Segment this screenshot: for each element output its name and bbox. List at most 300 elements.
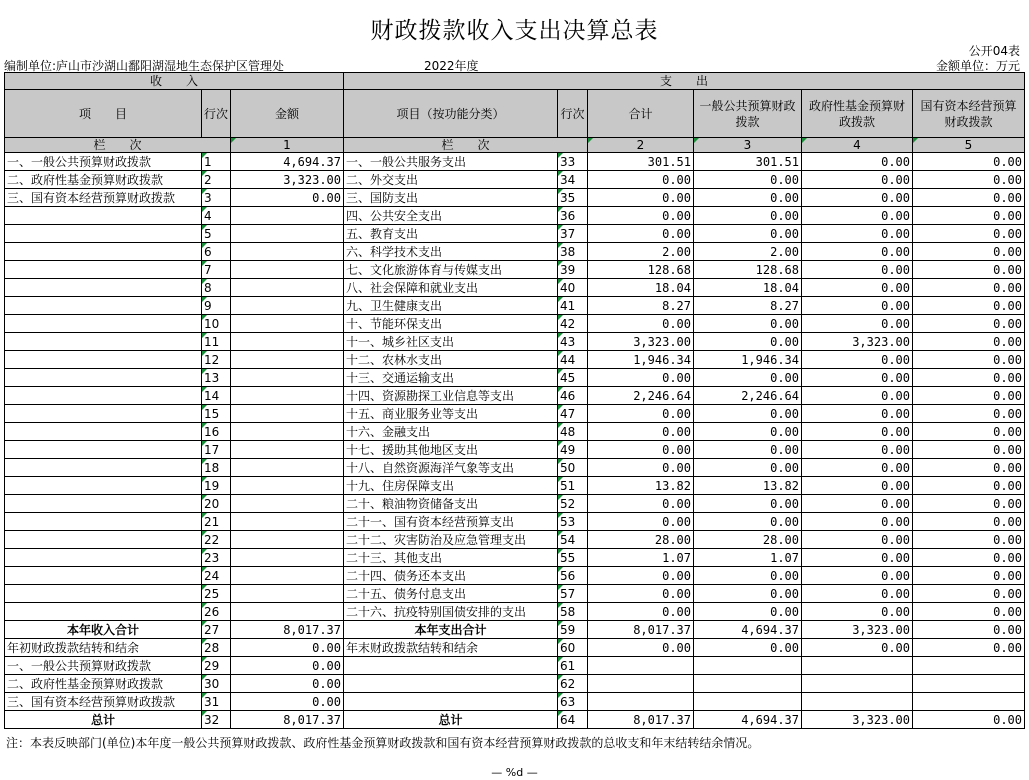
cell-income-item: 总计 (5, 711, 202, 729)
cell-expense-line (558, 225, 588, 243)
cell-state-amount: 0.00 (913, 585, 1025, 603)
line-number: 12 (204, 352, 220, 367)
indicator-mark (558, 711, 563, 716)
cell-expense-item: 十九、住房保障支出 (344, 477, 558, 495)
table-row (5, 675, 1025, 693)
indicator-mark (202, 315, 207, 320)
indicator-mark (802, 138, 807, 143)
cell-income-amount (231, 423, 344, 441)
col-expense-item: 项目（按功能分类） (344, 90, 558, 138)
cell-income-line (202, 513, 231, 531)
cell-income-item (5, 441, 202, 459)
table-row (5, 405, 1025, 423)
cell-state-amount: 0.00 (913, 513, 1025, 531)
cell-state-amount: 0.00 (913, 495, 1025, 513)
cell-expense-line (558, 171, 588, 189)
cell-income-line (202, 225, 231, 243)
cell-income-amount (231, 495, 344, 513)
col-index-4-text: 4 (853, 137, 861, 152)
indicator-mark (202, 585, 207, 590)
cell-total-amount (588, 693, 694, 711)
cell-state-amount: 0.00 (913, 459, 1025, 477)
cell-state-amount: 0.00 (913, 243, 1025, 261)
cell-total-amount: 0.00 (588, 171, 694, 189)
line-number: 31 (204, 694, 220, 709)
indicator-mark (694, 138, 699, 143)
line-number: 25 (204, 586, 220, 601)
cell-income-amount (231, 387, 344, 405)
cell-fund-amount: 0.00 (802, 243, 913, 261)
line-number: 35 (560, 190, 576, 205)
line-number: 38 (560, 244, 576, 259)
cell-expense-line (558, 459, 588, 477)
cell-state-amount: 0.00 (913, 153, 1025, 171)
cell-state-amount: 0.00 (913, 189, 1025, 207)
cell-income-amount (231, 549, 344, 567)
cell-income-amount: 0.00 (231, 639, 344, 657)
cell-general-amount (694, 693, 802, 711)
table-row (5, 333, 1025, 351)
indicator-mark (202, 189, 207, 194)
line-number: 32 (204, 712, 220, 727)
line-number: 44 (560, 352, 576, 367)
indicator-mark (558, 495, 563, 500)
line-number: 11 (204, 334, 220, 349)
cell-total-amount: 0.00 (588, 423, 694, 441)
table-row (5, 153, 1025, 171)
cell-fund-amount: 3,323.00 (802, 333, 913, 351)
cell-expense-line (558, 153, 588, 171)
cell-state-amount: 0.00 (913, 441, 1025, 459)
line-number: 60 (560, 640, 576, 655)
cell-income-item (5, 243, 202, 261)
cell-state-amount: 0.00 (913, 315, 1025, 333)
line-number: 10 (204, 316, 220, 331)
cell-general-amount: 0.00 (694, 585, 802, 603)
cell-expense-line (558, 477, 588, 495)
indicator-mark (202, 711, 207, 716)
table-row (5, 657, 1025, 675)
cell-expense-item: 十五、商业服务业等支出 (344, 405, 558, 423)
cell-total-amount: 2.00 (588, 243, 694, 261)
indicator-mark (202, 567, 207, 572)
line-number: 43 (560, 334, 576, 349)
col-index-2-text: 2 (636, 137, 645, 152)
cell-general-amount: 0.00 (694, 495, 802, 513)
indicator-mark (202, 441, 207, 446)
cell-income-amount (231, 567, 344, 585)
cell-expense-item: 五、教育支出 (344, 225, 558, 243)
table-row (5, 477, 1025, 495)
line-number: 4 (204, 208, 212, 223)
cell-expense-item: 十六、金融支出 (344, 423, 558, 441)
line-number: 53 (560, 514, 576, 529)
indicator-mark (202, 657, 207, 662)
cell-expense-item: 本年支出合计 (344, 621, 558, 639)
line-number: 61 (560, 658, 576, 673)
col-index-4 (802, 138, 913, 153)
indicator-mark (558, 171, 563, 176)
unit-label: 编制单位: (4, 59, 57, 73)
col-index-5 (913, 138, 1025, 153)
cell-expense-item: 八、社会保障和就业支出 (344, 279, 558, 297)
cell-fund-amount: 0.00 (802, 567, 913, 585)
cell-state-amount: 0.00 (913, 171, 1025, 189)
cell-expense-line (558, 333, 588, 351)
line-number: 62 (560, 676, 576, 691)
cell-expense-line (558, 513, 588, 531)
cell-income-amount (231, 405, 344, 423)
cell-expense-line (558, 297, 588, 315)
cell-fund-amount: 0.00 (802, 549, 913, 567)
cell-fund-amount: 0.00 (802, 405, 913, 423)
cell-state-amount: 0.00 (913, 405, 1025, 423)
cell-income-line (202, 369, 231, 387)
cell-income-item (5, 261, 202, 279)
cell-state-amount: 0.00 (913, 279, 1025, 297)
table-row (5, 459, 1025, 477)
cell-fund-amount: 0.00 (802, 459, 913, 477)
indicator-mark (202, 423, 207, 428)
cell-general-amount: 0.00 (694, 189, 802, 207)
cell-total-amount: 0.00 (588, 585, 694, 603)
table-row (5, 243, 1025, 261)
cell-expense-item: 二十六、抗疫特别国债安排的支出 (344, 603, 558, 621)
indicator-mark (202, 459, 207, 464)
cell-total-amount: 18.04 (588, 279, 694, 297)
indicator-mark (202, 171, 207, 176)
indicator-mark (558, 351, 563, 356)
indicator-mark (558, 315, 563, 320)
cell-expense-item: 二十一、国有资本经营预算支出 (344, 513, 558, 531)
cell-general-amount: 1,946.34 (694, 351, 802, 369)
col-label-expense: 栏 次 (344, 138, 588, 153)
line-number: 59 (560, 622, 576, 637)
indicator-mark (202, 603, 207, 608)
line-number: 41 (560, 298, 576, 313)
cell-expense-line (558, 315, 588, 333)
line-number: 7 (204, 262, 212, 277)
cell-general-amount: 4,694.37 (694, 711, 802, 729)
table-row (5, 315, 1025, 333)
table-row (5, 189, 1025, 207)
line-number: 28 (204, 640, 220, 655)
cell-income-item (5, 513, 202, 531)
cell-income-amount (231, 459, 344, 477)
cell-income-item: 本年收入合计 (5, 621, 202, 639)
cell-fund-amount: 0.00 (802, 261, 913, 279)
col-income-amount: 金额 (231, 90, 344, 138)
cell-income-item (5, 387, 202, 405)
cell-expense-line (558, 423, 588, 441)
indicator-mark (231, 138, 236, 143)
line-number: 6 (204, 244, 212, 259)
cell-total-amount: 13.82 (588, 477, 694, 495)
cell-total-amount: 0.00 (588, 369, 694, 387)
line-number: 58 (560, 604, 576, 619)
header-row-2 (5, 90, 1025, 138)
cell-expense-line (558, 495, 588, 513)
cell-expense-item: 三、国防支出 (344, 189, 558, 207)
cell-income-line (202, 153, 231, 171)
cell-income-amount (231, 585, 344, 603)
cell-income-line (202, 207, 231, 225)
indicator-mark (202, 495, 207, 500)
cell-income-line (202, 333, 231, 351)
cell-fund-amount: 0.00 (802, 369, 913, 387)
col-index-2 (588, 138, 694, 153)
cell-total-amount: 1.07 (588, 549, 694, 567)
cell-state-amount: 0.00 (913, 711, 1025, 729)
cell-expense-item: 总计 (344, 711, 558, 729)
cell-fund-amount: 0.00 (802, 423, 913, 441)
line-number: 19 (204, 478, 220, 493)
indicator-mark (202, 297, 207, 302)
table-row (5, 279, 1025, 297)
cell-fund-amount: 3,323.00 (802, 711, 913, 729)
line-number: 64 (560, 712, 576, 727)
cell-total-amount: 0.00 (588, 513, 694, 531)
cell-expense-line (558, 279, 588, 297)
indicator-mark (558, 297, 563, 302)
table-row (5, 423, 1025, 441)
line-number: 56 (560, 568, 576, 583)
cell-income-line (202, 711, 231, 729)
cell-fund-amount: 0.00 (802, 531, 913, 549)
line-number: 29 (204, 658, 220, 673)
cell-income-amount (231, 315, 344, 333)
cell-total-amount: 0.00 (588, 441, 694, 459)
cell-expense-line (558, 351, 588, 369)
cell-general-amount: 2,246.64 (694, 387, 802, 405)
cell-general-amount: 0.00 (694, 207, 802, 225)
cell-expense-line (558, 585, 588, 603)
cell-fund-amount (802, 693, 913, 711)
cell-state-amount: 0.00 (913, 333, 1025, 351)
indicator-mark (202, 675, 207, 680)
cell-income-item (5, 279, 202, 297)
cell-fund-amount: 0.00 (802, 513, 913, 531)
table-row (5, 261, 1025, 279)
cell-income-item (5, 225, 202, 243)
line-number: 51 (560, 478, 576, 493)
cell-income-item: 一、一般公共预算财政拨款 (5, 153, 202, 171)
cell-general-amount: 0.00 (694, 423, 802, 441)
cell-general-amount: 4,694.37 (694, 621, 802, 639)
cell-income-item (5, 351, 202, 369)
line-number: 13 (204, 370, 220, 385)
cell-total-amount: 0.00 (588, 225, 694, 243)
cell-total-amount: 128.68 (588, 261, 694, 279)
cell-total-amount: 8.27 (588, 297, 694, 315)
col-label-income: 栏 次 (5, 138, 231, 153)
cell-general-amount: 0.00 (694, 333, 802, 351)
cell-total-amount (588, 675, 694, 693)
cell-income-line (202, 585, 231, 603)
cell-expense-line (558, 405, 588, 423)
cell-general-amount: 128.68 (694, 261, 802, 279)
cell-income-line (202, 189, 231, 207)
cell-income-amount (231, 531, 344, 549)
header-row-1 (5, 73, 1025, 90)
cell-income-item: 二、政府性基金预算财政拨款 (5, 675, 202, 693)
indicator-mark (558, 189, 563, 194)
indicator-mark (558, 153, 563, 158)
line-number: 55 (560, 550, 576, 565)
cell-expense-item (344, 693, 558, 711)
indicator-mark (202, 549, 207, 554)
cell-income-item (5, 549, 202, 567)
indicator-mark (558, 531, 563, 536)
report-year: 2022年度 (424, 59, 479, 73)
line-number: 21 (204, 514, 220, 529)
cell-expense-line (558, 441, 588, 459)
table-row (5, 585, 1025, 603)
cell-total-amount: 0.00 (588, 207, 694, 225)
cell-expense-item (344, 657, 558, 675)
cell-total-amount: 0.00 (588, 315, 694, 333)
table-row (5, 297, 1025, 315)
cell-expense-line (558, 243, 588, 261)
cell-general-amount (694, 657, 802, 675)
cell-general-amount: 0.00 (694, 567, 802, 585)
cell-state-amount: 0.00 (913, 639, 1025, 657)
cell-fund-amount: 0.00 (802, 639, 913, 657)
cell-total-amount: 0.00 (588, 639, 694, 657)
cell-total-amount: 0.00 (588, 459, 694, 477)
indicator-mark (558, 513, 563, 518)
cell-income-item (5, 405, 202, 423)
income-header: 收 入 (5, 73, 344, 90)
cell-fund-amount: 0.00 (802, 207, 913, 225)
cell-expense-item: 十二、农林水支出 (344, 351, 558, 369)
page-title: 财政拨款收入支出决算总表 (370, 18, 659, 44)
cell-expense-line (558, 639, 588, 657)
expense-header: 支 出 (344, 73, 1025, 90)
form-code: 公开04表 (968, 44, 1020, 58)
col-index-1-text: 1 (283, 137, 291, 152)
cell-state-amount: 0.00 (913, 423, 1025, 441)
indicator-mark (202, 621, 207, 626)
indicator-mark (202, 387, 207, 392)
cell-income-item (5, 207, 202, 225)
cell-state-amount: 0.00 (913, 477, 1025, 495)
table-row (5, 693, 1025, 711)
cell-income-item (5, 603, 202, 621)
col-index-5-text: 5 (964, 137, 973, 152)
cell-state-amount: 0.00 (913, 531, 1025, 549)
cell-income-line (202, 621, 231, 639)
cell-expense-line (558, 621, 588, 639)
table-row (5, 711, 1025, 729)
cell-state-amount: 0.00 (913, 261, 1025, 279)
cell-expense-line (558, 567, 588, 585)
table-row (5, 207, 1025, 225)
cell-expense-item: 二十二、灾害防治及应急管理支出 (344, 531, 558, 549)
cell-general-amount: 0.00 (694, 513, 802, 531)
indicator-mark (558, 621, 563, 626)
cell-income-amount (231, 297, 344, 315)
line-number: 47 (560, 406, 576, 421)
cell-income-amount: 8,017.37 (231, 621, 344, 639)
cell-total-amount (588, 657, 694, 675)
cell-fund-amount: 0.00 (802, 477, 913, 495)
cell-income-amount (231, 333, 344, 351)
line-number: 24 (204, 568, 220, 583)
line-number: 40 (560, 280, 576, 295)
line-number: 50 (560, 460, 576, 475)
indicator-mark (202, 369, 207, 374)
line-number: 22 (204, 532, 220, 547)
cell-income-line (202, 261, 231, 279)
col-income-line: 行次 (202, 90, 231, 138)
cell-expense-line (558, 531, 588, 549)
indicator-mark (558, 261, 563, 266)
cell-income-item (5, 315, 202, 333)
cell-state-amount: 0.00 (913, 567, 1025, 585)
cell-expense-line (558, 549, 588, 567)
cell-total-amount: 0.00 (588, 495, 694, 513)
cell-income-line (202, 423, 231, 441)
table-row (5, 171, 1025, 189)
cell-income-amount (231, 369, 344, 387)
line-number: 15 (204, 406, 220, 421)
cell-expense-line (558, 261, 588, 279)
cell-income-line (202, 675, 231, 693)
cell-income-line (202, 567, 231, 585)
cell-total-amount: 8,017.37 (588, 711, 694, 729)
col-index-3 (694, 138, 802, 153)
indicator-mark (558, 459, 563, 464)
cell-income-line (202, 315, 231, 333)
cell-income-line (202, 405, 231, 423)
cell-general-amount: 0.00 (694, 639, 802, 657)
table-row (5, 549, 1025, 567)
unit-name: 庐山市沙湖山鄱阳湖湿地生态保护区管理处 (56, 59, 285, 73)
cell-total-amount: 0.00 (588, 405, 694, 423)
cell-income-amount (231, 477, 344, 495)
cell-income-line (202, 495, 231, 513)
cell-fund-amount: 0.00 (802, 585, 913, 603)
cell-income-amount: 8,017.37 (231, 711, 344, 729)
indicator-mark (913, 138, 918, 143)
cell-income-line (202, 531, 231, 549)
cell-fund-amount: 0.00 (802, 171, 913, 189)
cell-total-amount: 1,946.34 (588, 351, 694, 369)
cell-fund-amount: 0.00 (802, 495, 913, 513)
table-row (5, 531, 1025, 549)
cell-total-amount: 3,323.00 (588, 333, 694, 351)
indicator-mark (588, 138, 593, 143)
line-number: 33 (560, 154, 576, 169)
table-row (5, 387, 1025, 405)
cell-general-amount: 0.00 (694, 369, 802, 387)
cell-state-amount: 0.00 (913, 225, 1025, 243)
indicator-mark (558, 477, 563, 482)
cell-fund-amount: 0.00 (802, 297, 913, 315)
col-income-item: 项 目 (5, 90, 202, 138)
line-number: 30 (204, 676, 220, 691)
cell-income-line (202, 657, 231, 675)
line-number: 48 (560, 424, 576, 439)
cell-total-amount: 301.51 (588, 153, 694, 171)
cell-expense-item: 一、一般公共服务支出 (344, 153, 558, 171)
table-row (5, 621, 1025, 639)
cell-income-line (202, 387, 231, 405)
line-number: 20 (204, 496, 220, 511)
cell-state-amount (913, 675, 1025, 693)
cell-expense-item: 十、节能环保支出 (344, 315, 558, 333)
